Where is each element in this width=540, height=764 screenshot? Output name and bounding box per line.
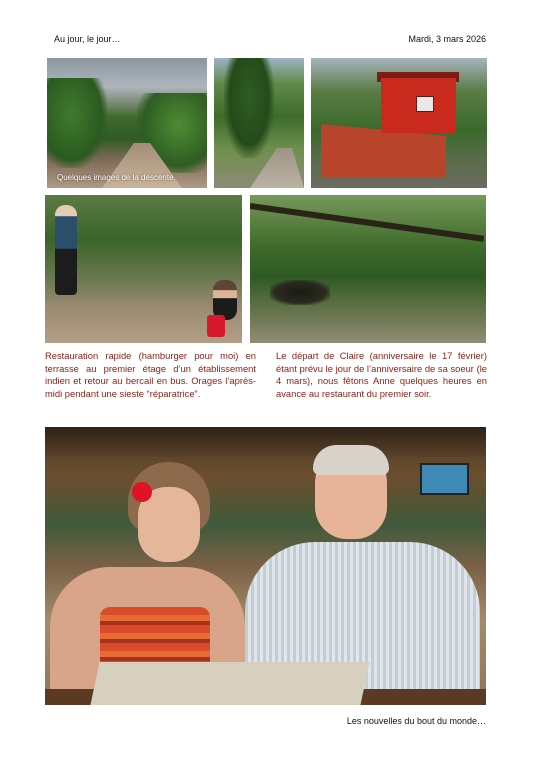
photo-forest-path bbox=[214, 58, 304, 188]
text-left-column: Restauration rapide (hamburger pour moi) en terrasse au premier étage d’un établissement indien et retour au bercail en bus. Orages l’après-midi pendant une sieste “réparatrice”. bbox=[45, 350, 256, 399]
photo-restaurant-couple bbox=[45, 427, 486, 705]
header-left: Au jour, le jour… bbox=[54, 34, 121, 44]
footer-text: Les nouvelles du bout du monde… bbox=[346, 716, 486, 726]
photo-forest-gorge bbox=[250, 195, 486, 343]
photo-red-hut bbox=[311, 58, 487, 188]
text-right-column: Le départ de Claire (anniversaire le 17 février) étant prévu le jour de l’anniversaire de sa soeur (le 4 mars), nous fêtons Anne quelques heures en avance au restaurant du premier soir. bbox=[276, 350, 487, 399]
header-date: Mardi, 3 mars 2026 bbox=[408, 34, 486, 44]
photo-descent-path bbox=[47, 58, 207, 188]
photo-hikers-slope bbox=[45, 195, 242, 343]
photo-caption: Quelques images de la descente bbox=[57, 173, 174, 182]
